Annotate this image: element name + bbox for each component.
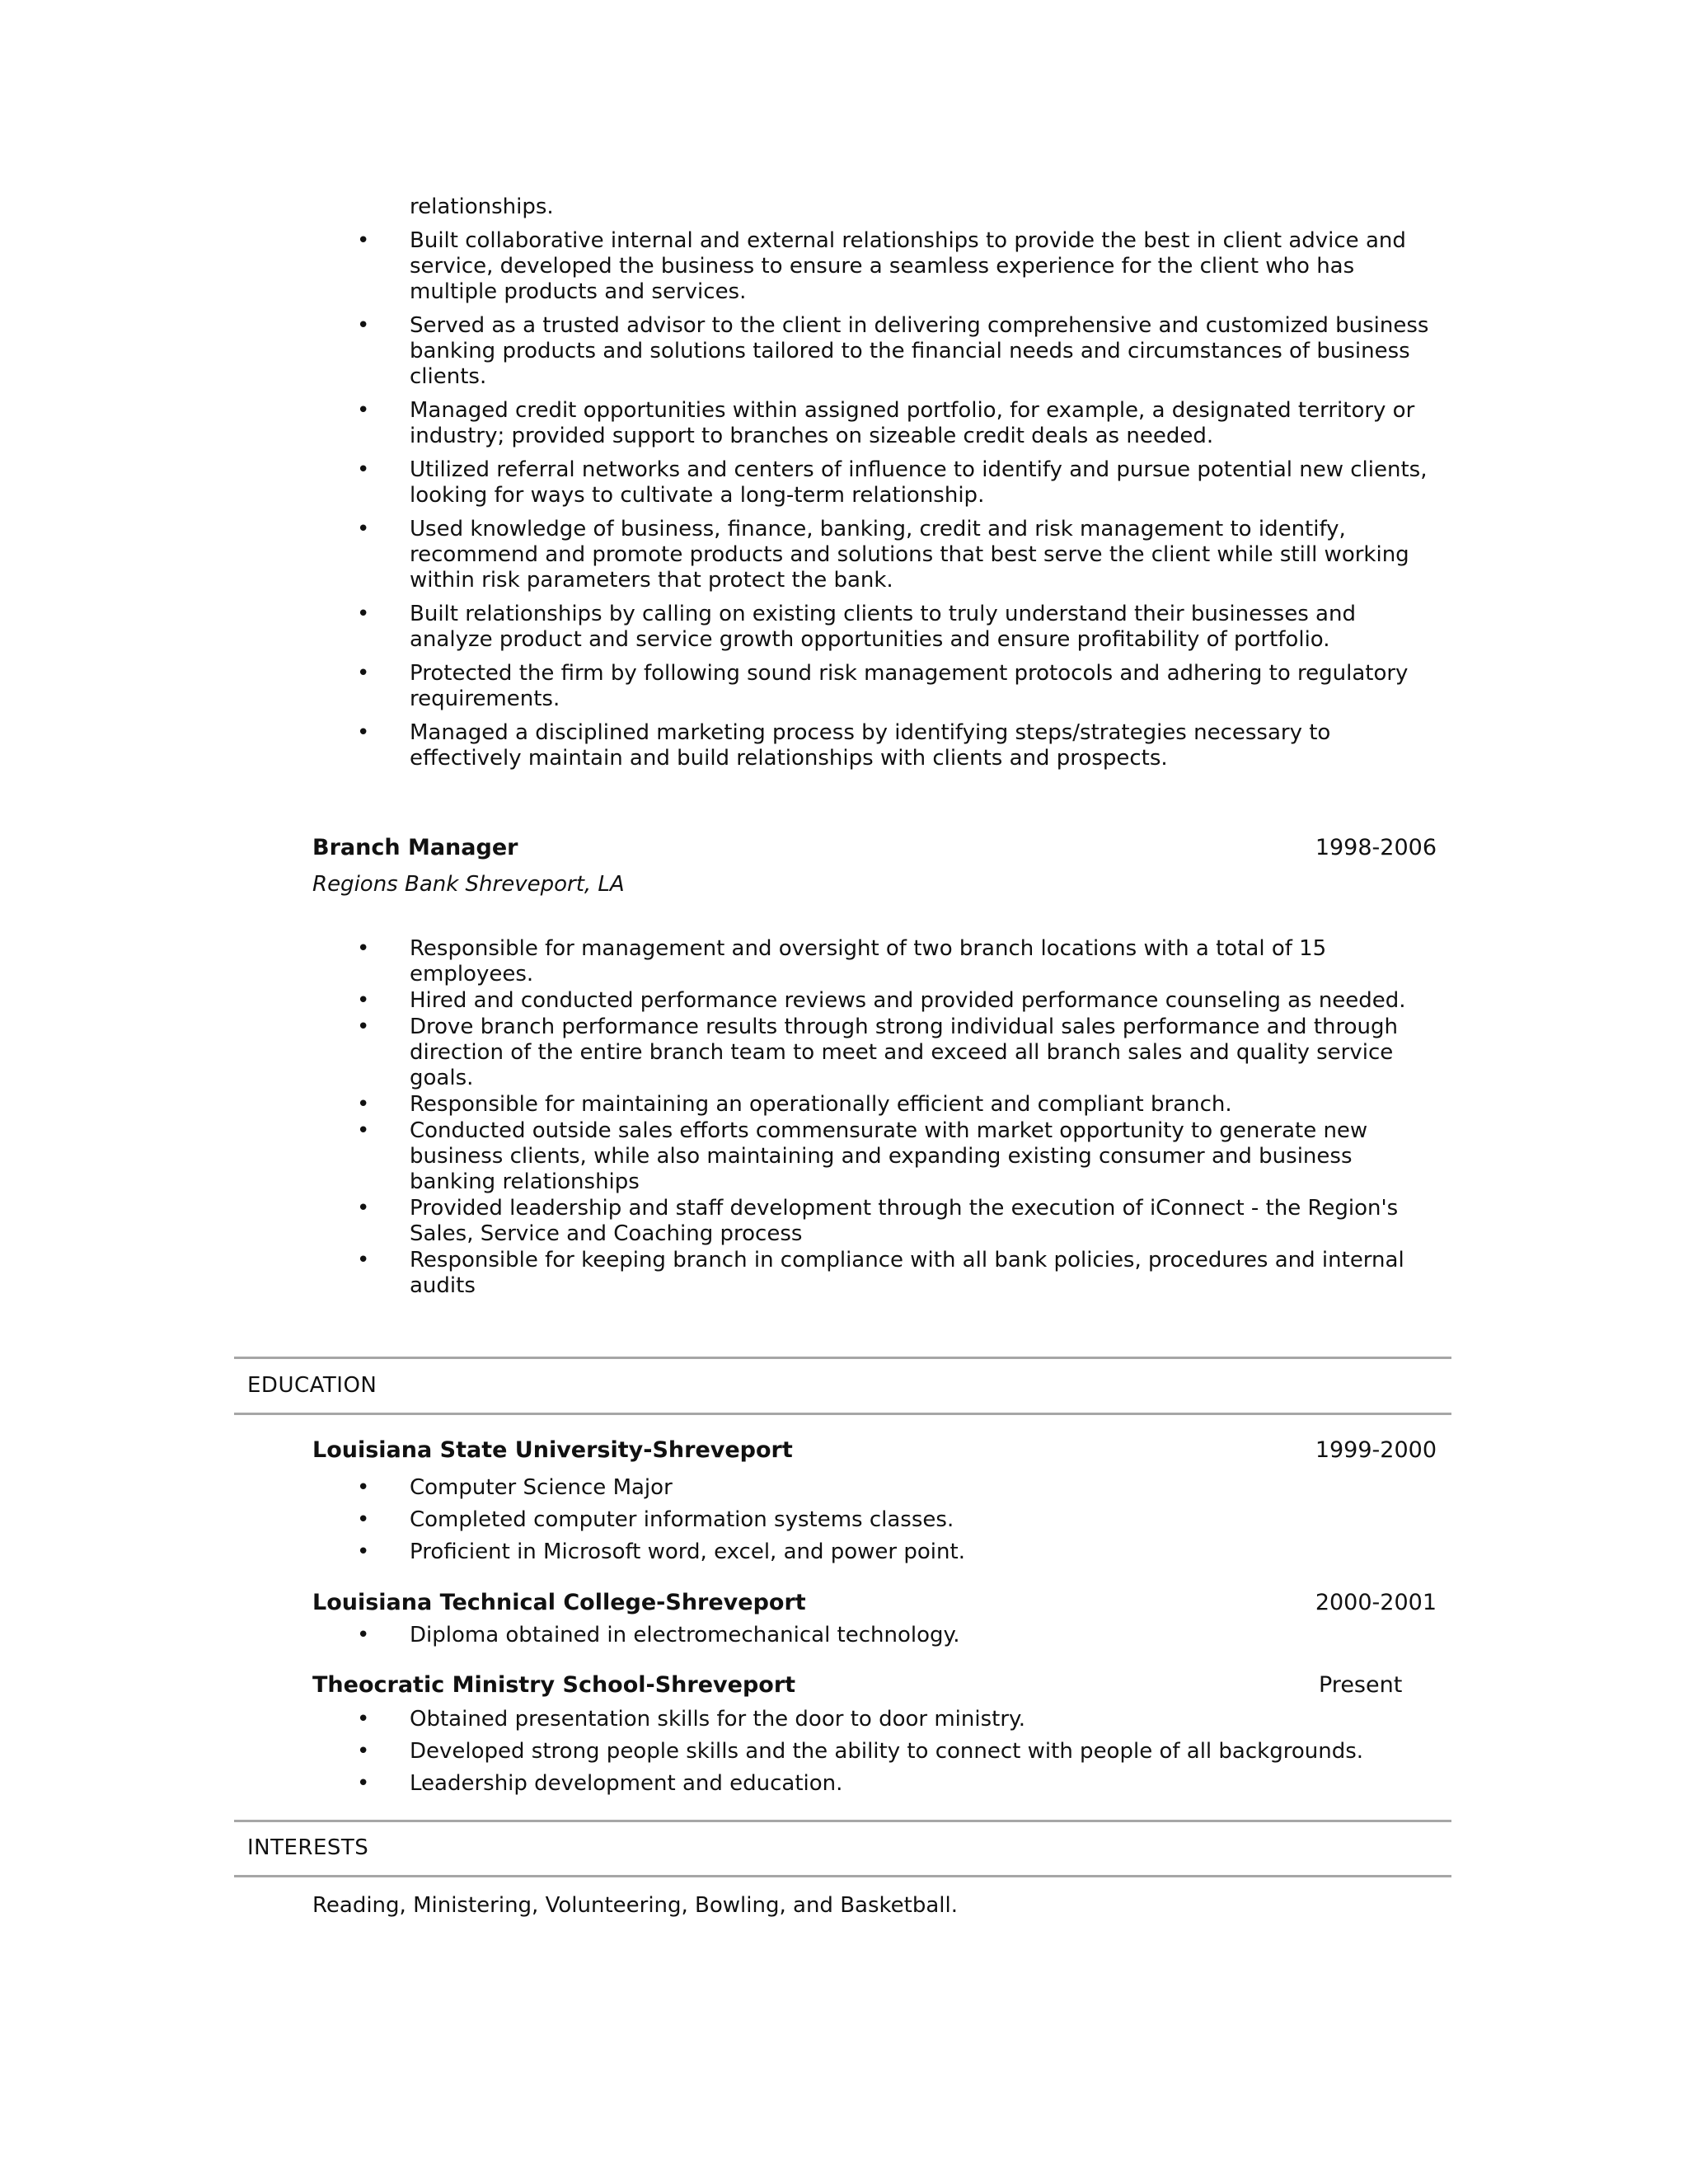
branch-manager-bullets — [410, 936, 1440, 1300]
section-divider — [234, 1875, 1451, 1877]
list-item: • Responsible for maintaining an operationally efficient and compliant branch. — [410, 1092, 1440, 1118]
list-item: • Managed a disciplined marketing process by identifying steps/strategies necessary to effectively maintain and build relationships with clients and prospects. — [410, 720, 1440, 771]
job-dates: 1998-2006 — [1315, 835, 1437, 860]
school-name: Louisiana State University-Shreveport — [312, 1437, 793, 1463]
list-item: • Managed credit opportunities within assigned portfolio, for example, a designated territory or industry; provided support to branches on sizeable credit deals as needed. — [410, 398, 1440, 449]
section-divider — [234, 1413, 1451, 1415]
job-title: Branch Manager — [312, 835, 518, 860]
school-dates: Present — [1319, 1672, 1403, 1698]
school-name: Louisiana Technical College-Shreveport — [312, 1590, 806, 1615]
list-item: • Provided leadership and staff development through the execution of iConnect - the Region's Sales, Service and Coaching process — [410, 1196, 1440, 1247]
section-divider — [234, 1357, 1451, 1359]
interests-text: Reading, Ministering, Volunteering, Bowling, and Basketball. — [312, 1893, 958, 1918]
school-name: Theocratic Ministry School-Shreveport — [312, 1672, 796, 1698]
previous-role-bullets — [410, 228, 1440, 780]
list-item: • Conducted outside sales efforts commensurate with market opportunity to generate new business clients, while also maintaining and expanding existing consumer and business banking relationships — [410, 1118, 1440, 1195]
list-item: • Responsible for management and oversight of two branch locations with a total of 15 employees. — [410, 936, 1440, 987]
list-item: • Built collaborative internal and external relationships to provide the best in client advice and service, developed the business to ensure a seamless experience for the client who has multiple products and services. — [410, 228, 1440, 305]
list-item: • Leadership development and education. — [410, 1771, 1440, 1797]
interests-heading: INTERESTS — [247, 1835, 369, 1860]
list-item: • Diploma obtained in electromechanical technology. — [410, 1623, 1440, 1648]
school-dates: 2000-2001 — [1315, 1590, 1437, 1615]
school-bullets — [410, 1623, 1440, 1648]
list-item: • Drove branch performance results through strong individual sales performance and through direction of the entire branch team to meet and exceed all branch sales and quality service goals. — [410, 1015, 1440, 1091]
list-item: • Completed computer information systems classes. — [410, 1507, 1440, 1533]
school-bullets — [410, 1475, 1440, 1565]
list-item: • Proficient in Microsoft word, excel, and power point. — [410, 1540, 1440, 1565]
list-item: • Used knowledge of business, finance, banking, credit and risk management to identify, recommend and promote products and solutions that best serve the client while still working within risk parameters that protect the bank. — [410, 517, 1440, 593]
school-bullets — [410, 1707, 1440, 1797]
education-heading: EDUCATION — [247, 1373, 377, 1398]
list-item: • Hired and conducted performance reviews and provided performance counseling as needed. — [410, 988, 1440, 1014]
list-item: • Utilized referral networks and centers of influence to identify and pursue potential new clients, looking for ways to cultivate a long-term relationship. — [410, 457, 1440, 509]
list-item: • Obtained presentation skills for the door to door ministry. — [410, 1707, 1440, 1732]
list-item: • Developed strong people skills and the ability to connect with people of all backgrounds. — [410, 1739, 1440, 1765]
list-item: • Protected the firm by following sound risk management protocols and adhering to regulatory requirements. — [410, 661, 1440, 712]
section-divider — [234, 1820, 1451, 1822]
employer-name: Regions Bank Shreveport, LA — [312, 872, 625, 897]
continued-bullet-text: relationships. — [410, 194, 554, 219]
list-item: • Built relationships by calling on existing clients to truly understand their businesses and analyze product and service growth opportunities and ensure profitability of portfolio. — [410, 602, 1440, 653]
school-dates: 1999-2000 — [1315, 1437, 1437, 1463]
list-item: • Responsible for keeping branch in compliance with all bank policies, procedures and internal audits — [410, 1248, 1440, 1299]
list-item: • Computer Science Major — [410, 1475, 1440, 1501]
list-item: • Served as a trusted advisor to the client in delivering comprehensive and customized business banking products and solutions tailored to the financial needs and circumstances of business clients. — [410, 313, 1440, 390]
